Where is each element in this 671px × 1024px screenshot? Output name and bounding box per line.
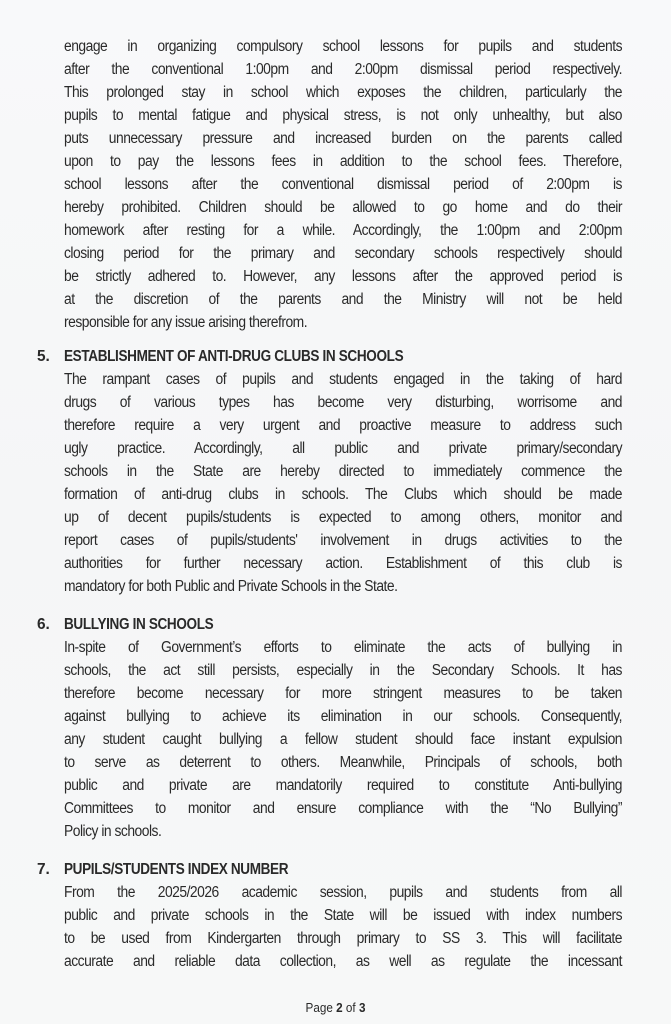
paragraph-line: public and private schools in the State will be issued with index numbers <box>64 907 622 924</box>
section-heading <box>37 613 234 636</box>
paragraph-line: after the conventional 1:00pm and 2:00pm dismissal period respectively. <box>64 61 622 78</box>
paragraph-line: Committees to monitor and ensure compliance with the “No Bullying” <box>64 800 622 817</box>
paragraph-line: closing period for the primary and secondary schools respectively should <box>64 245 622 262</box>
paragraph-line: drugs of various types has become very disturbing, worrisome and <box>64 394 622 411</box>
paragraph-line: schools, the act still persists, especially in the Secondary Schools. It has <box>64 662 622 679</box>
paragraph-line: responsible for any issue arising therefrom. <box>64 314 308 331</box>
paragraph-line: authorities for further necessary action. Establishment of this club is <box>64 555 622 572</box>
paragraph-line: therefore require a very urgent and proactive measure to address such <box>64 417 622 434</box>
paragraph-line: formation of anti-drug clubs in schools. The Clubs which should be made <box>64 486 622 503</box>
section-heading <box>37 858 319 881</box>
paragraph-line: public and private are mandatorily required to constitute Anti-bullying <box>64 777 622 794</box>
paragraph-line: be strictly adhered to. However, any lessons after the approved period is <box>64 268 622 285</box>
paragraph-line: schools in the State are hereby directed to immediately commence the <box>64 463 622 480</box>
section-body <box>64 881 622 973</box>
paragraph-line: hereby prohibited. Children should be allowed to go home and do their <box>64 199 622 216</box>
page-footer <box>34 1000 638 1015</box>
section-number: 7. <box>37 861 50 878</box>
page-label: Page <box>305 1000 333 1015</box>
paragraph-line: mandatory for both Public and Private Schools in the State. <box>64 578 398 595</box>
paragraph-line: In-spite of Government’s efforts to eliminate the acts of bullying in <box>64 639 622 656</box>
paragraph-line: school lessons after the conventional dismissal period of 2:00pm is <box>64 176 622 193</box>
section-body <box>64 368 622 598</box>
paragraph-line: accurate and reliable data collection, as well as regulate the incessant <box>64 953 622 970</box>
paragraph-line: at the discretion of the parents and the Ministry will not be held <box>64 291 622 308</box>
paragraph-line: up of decent pupils/students is expected to among others, monitor and <box>64 509 622 526</box>
paragraph-line: to serve as deterrent to others. Meanwhile, Principals of schools, both <box>64 754 622 771</box>
section-body <box>64 636 622 843</box>
paragraph-line: Policy in schools. <box>64 823 162 840</box>
intro-paragraph <box>64 35 622 334</box>
paragraph-line: From the 2025/2026 academic session, pupils and students from all <box>64 884 622 901</box>
paragraph-line: report cases of pupils/students' involvement in drugs activities to the <box>64 532 622 549</box>
paragraph-line: The rampant cases of pupils and students engaged in the taking of hard <box>64 371 622 388</box>
paragraph-line: any student caught bullying a fellow student should face instant expulsion <box>64 731 622 748</box>
paragraph-line: upon to pay the lessons fees in addition to the school fees. Therefore, <box>64 153 622 170</box>
section-number: 6. <box>37 616 50 633</box>
current-page-number: 2 <box>336 1000 343 1015</box>
section-title: BULLYING IN SCHOOLS <box>64 616 214 633</box>
total-pages-number: 3 <box>358 1000 366 1015</box>
paragraph-line: This prolonged stay in school which exposes the children, particularly the <box>64 84 622 101</box>
paragraph-line: against bullying to achieve its elimination in our schools. Consequently, <box>64 708 622 725</box>
paragraph-line: therefore become necessary for more stringent measures to be taken <box>64 685 622 702</box>
paragraph-line: engage in organizing compulsory school lessons for pupils and students <box>64 38 622 55</box>
paragraph-line: homework after resting for a while. Accordingly, the 1:00pm and 2:00pm <box>64 222 622 239</box>
section-title: PUPILS/STUDENTS INDEX NUMBER <box>64 861 289 878</box>
section-title: ESTABLISHMENT OF ANTI-DRUG CLUBS IN SCHOOLS <box>64 348 404 365</box>
section-number: 5. <box>37 348 50 365</box>
paragraph-line: pupils to mental fatigue and physical stress, is not only unhealthy, but also <box>64 107 622 124</box>
of-label: of <box>345 1000 356 1015</box>
section-heading <box>37 345 450 368</box>
paragraph-line: to be used from Kindergarten through primary to SS 3. This will facilitate <box>64 930 622 947</box>
paragraph-line: puts unnecessary pressure and increased burden on the parents called <box>64 130 622 147</box>
paragraph-line: ugly practice. Accordingly, all public and private primary/secondary <box>64 440 622 457</box>
